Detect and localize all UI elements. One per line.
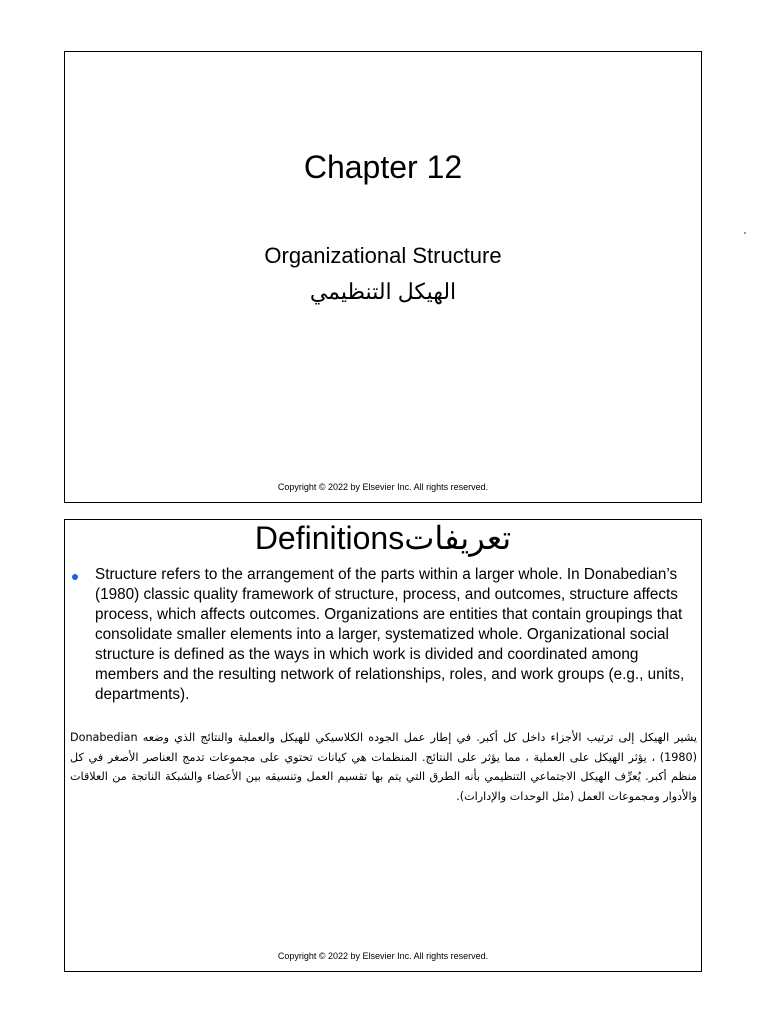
slide-definitions bbox=[64, 519, 702, 972]
slide-chapter-title bbox=[64, 51, 702, 503]
copyright-notice: Copyright © 2022 by Elsevier Inc. All rights reserved. bbox=[277, 951, 489, 961]
stray-mark bbox=[744, 232, 746, 234]
copyright-notice: Copyright © 2022 by Elsevier Inc. All rights reserved. bbox=[277, 482, 489, 492]
definition-arabic-text: يشير الهيكل إلى ترتيب الأجزاء داخل كل أكبر. في إطار عمل الجوده الكلاسيكي للهيكل والعملية والنتائج الذي وضعه Donabedian (1980) ، يؤثر الهيكل على العملية ، مما يؤثر على النتائج. المنظمات هي كيانات تحتوي على مجموعات تدمج العناصر الأصغر في كل منظم أكبر. يُعرِّف الهيكل الاجتماعي التنظيمي بأنه الطرق التي يتم بها تقسيم العمل وتنسيقه بين الأعضاء والشبكة الناتجة من العلاقات والأدوار ومجموعات العمل (مثل الوحدات والإدارات). bbox=[70, 731, 697, 803]
definitions-title: Definitionsتعريفات bbox=[254, 520, 512, 556]
chapter-subtitle-arabic: الهيكل التنظيمي bbox=[309, 279, 457, 304]
bullet-icon bbox=[72, 574, 78, 580]
chapter-title: Chapter 12 bbox=[303, 149, 463, 185]
chapter-subtitle-english: Organizational Structure bbox=[264, 243, 502, 268]
definition-bullet-text: Structure refers to the arrangement of the parts within a larger whole. In Donabedian’s (1980) classic quality framework of structure, process, and outcomes, structure affects process, which affects outcomes. Organizations are entities that contain groupings that consolidate smaller elements into a larger, systematized whole. Organizational social structure is defined as the ways in which work is divided and coordinated among members and the resulting network of relationships, roles, and work groups (e.g., units, departments). bbox=[95, 566, 685, 703]
